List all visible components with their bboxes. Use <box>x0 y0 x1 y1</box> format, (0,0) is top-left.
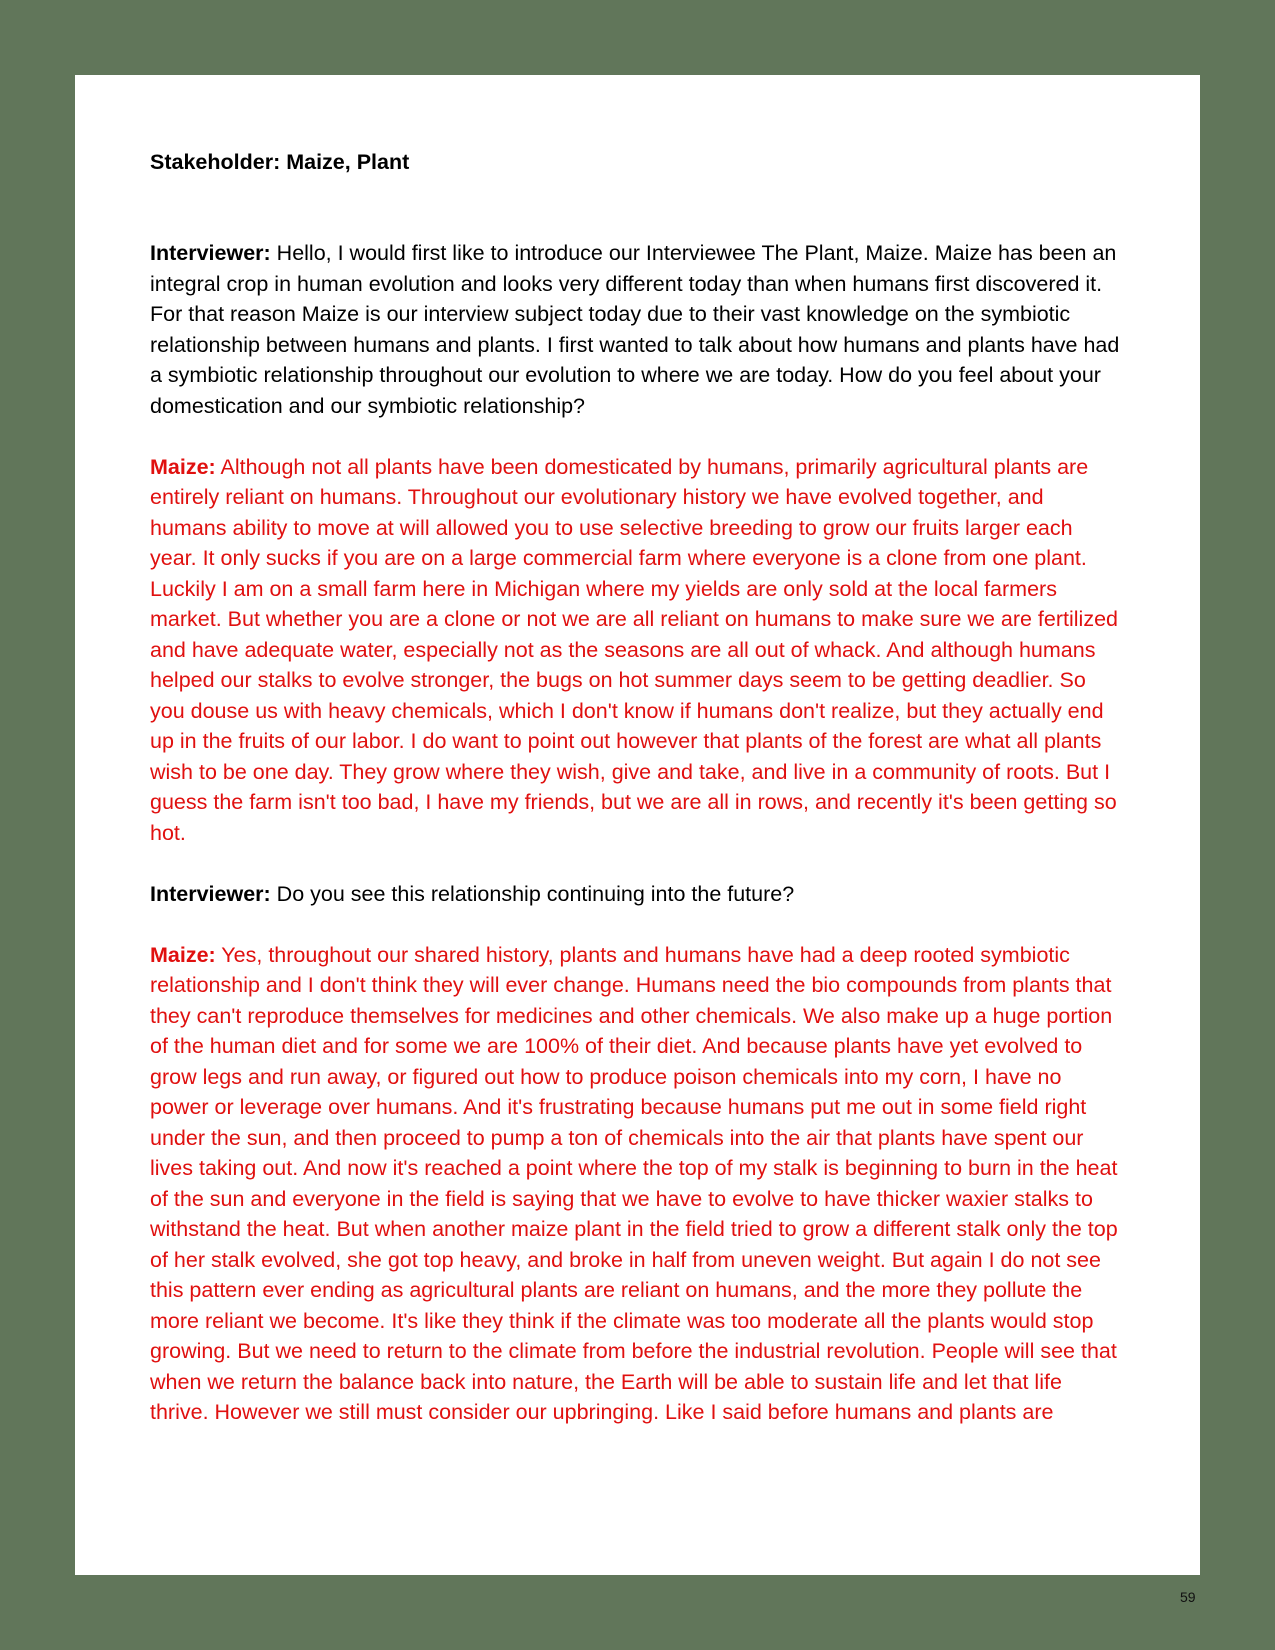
speaker-label: Interviewer: <box>150 241 271 265</box>
speaker-label: Interviewer: <box>150 881 271 906</box>
paragraph-text: Do you see this relationship continuing into the future? <box>270 881 795 906</box>
paragraph-text: Hello, I would first like to introduce our Interviewee The Plant, Maize. Maize has been an integral crop in human evolution and looks very different today than when humans first discovered it. For that reason Maize is our interview subject today due to their vast knowledge on the symbiotic relationship between humans and plants. I first wanted to talk about how humans and plants have had a symbiotic relationship throughout our evolution to where we are today. How do you feel about your domestication and our symbiotic relationship? <box>150 241 1120 418</box>
maize-paragraph-2 <box>150 940 1125 1428</box>
speaker-label: Maize: <box>150 454 216 479</box>
spacer <box>150 848 1125 879</box>
speaker-label: Maize: <box>150 942 216 967</box>
spacer <box>150 909 1125 940</box>
maize-paragraph-1 <box>150 452 1125 849</box>
paragraph-text: Although not all plants have been domesticated by humans, primarily agricultural plants are entirely reliant on humans. Throughout our evolutionary history we have evolved together, and humans ability to move at will allowed you to use selective breeding to grow our fruits larger each year. It only sucks if you are on a large commercial farm where everyone is a clone from one plant. Luckily I am on a small farm here in Michigan where my yields are only sold at the local farmers market. But whether you are a clone or not we are all reliant on humans to make sure we are fertilized and have adequate water, especially not as the seasons are all out of whack. And although humans helped our stalks to evolve stronger, the bugs on hot summer days seem to be getting deadlier. So you douse us with heavy chemicals, which I don't know if humans don't realize, but they actually end up in the fruits of our labor. I do want to point out however that plants of the forest are what all plants wish to be one day. They grow where they wish, give and take, and live in a community of roots. But I guess the farm isn't too bad, I have my friends, but we are all in rows, and recently it's been getting so hot. <box>150 454 1118 845</box>
document-page <box>75 75 1200 1575</box>
spacer <box>150 177 1125 238</box>
interviewer-paragraph-1 <box>150 238 1125 421</box>
spacer <box>150 421 1125 452</box>
paragraph-text: Yes, throughout our shared history, plants and humans have had a deep rooted symbiotic relationship and I don't think they will ever change. Humans need the bio compounds from plants that they can't reproduce themselves for medicines and other chemicals. We also make up a huge portion of the human diet and for some we are 100% of their diet. And because plants have yet evolved to grow legs and run away, or figured out how to produce poison chemicals into my corn, I have no power or leverage over humans. And it's frustrating because humans put me out in some field right under the sun, and then proceed to pump a ton of chemicals into the air that plants have spent our lives taking out. And now it's reached a point where the top of my stalk is beginning to burn in the heat of the sun and everyone in the field is saying that we have to evolve to have thicker waxier stalks to withstand the heat. But when another maize plant in the field tried to grow a different stalk only the top of her stalk evolved, she got top heavy, and broke in half from uneven weight. But again I do not see this pattern ever ending as agricultural plants are reliant on humans, and the more they pollute the more reliant we become. It's like they think if the climate was too moderate all the plants would stop growing. But we need to return to the climate from before the industrial revolution. People will see that when we return the balance back into nature, the Earth will be able to sustain life and let that life thrive. However we still must consider our upbringing. Like I said before humans and plants are <box>150 942 1118 1424</box>
page-number: 59 <box>1180 1589 1196 1605</box>
interviewer-paragraph-2 <box>150 879 1125 910</box>
stakeholder-heading: Stakeholder: Maize, Plant <box>150 150 410 174</box>
